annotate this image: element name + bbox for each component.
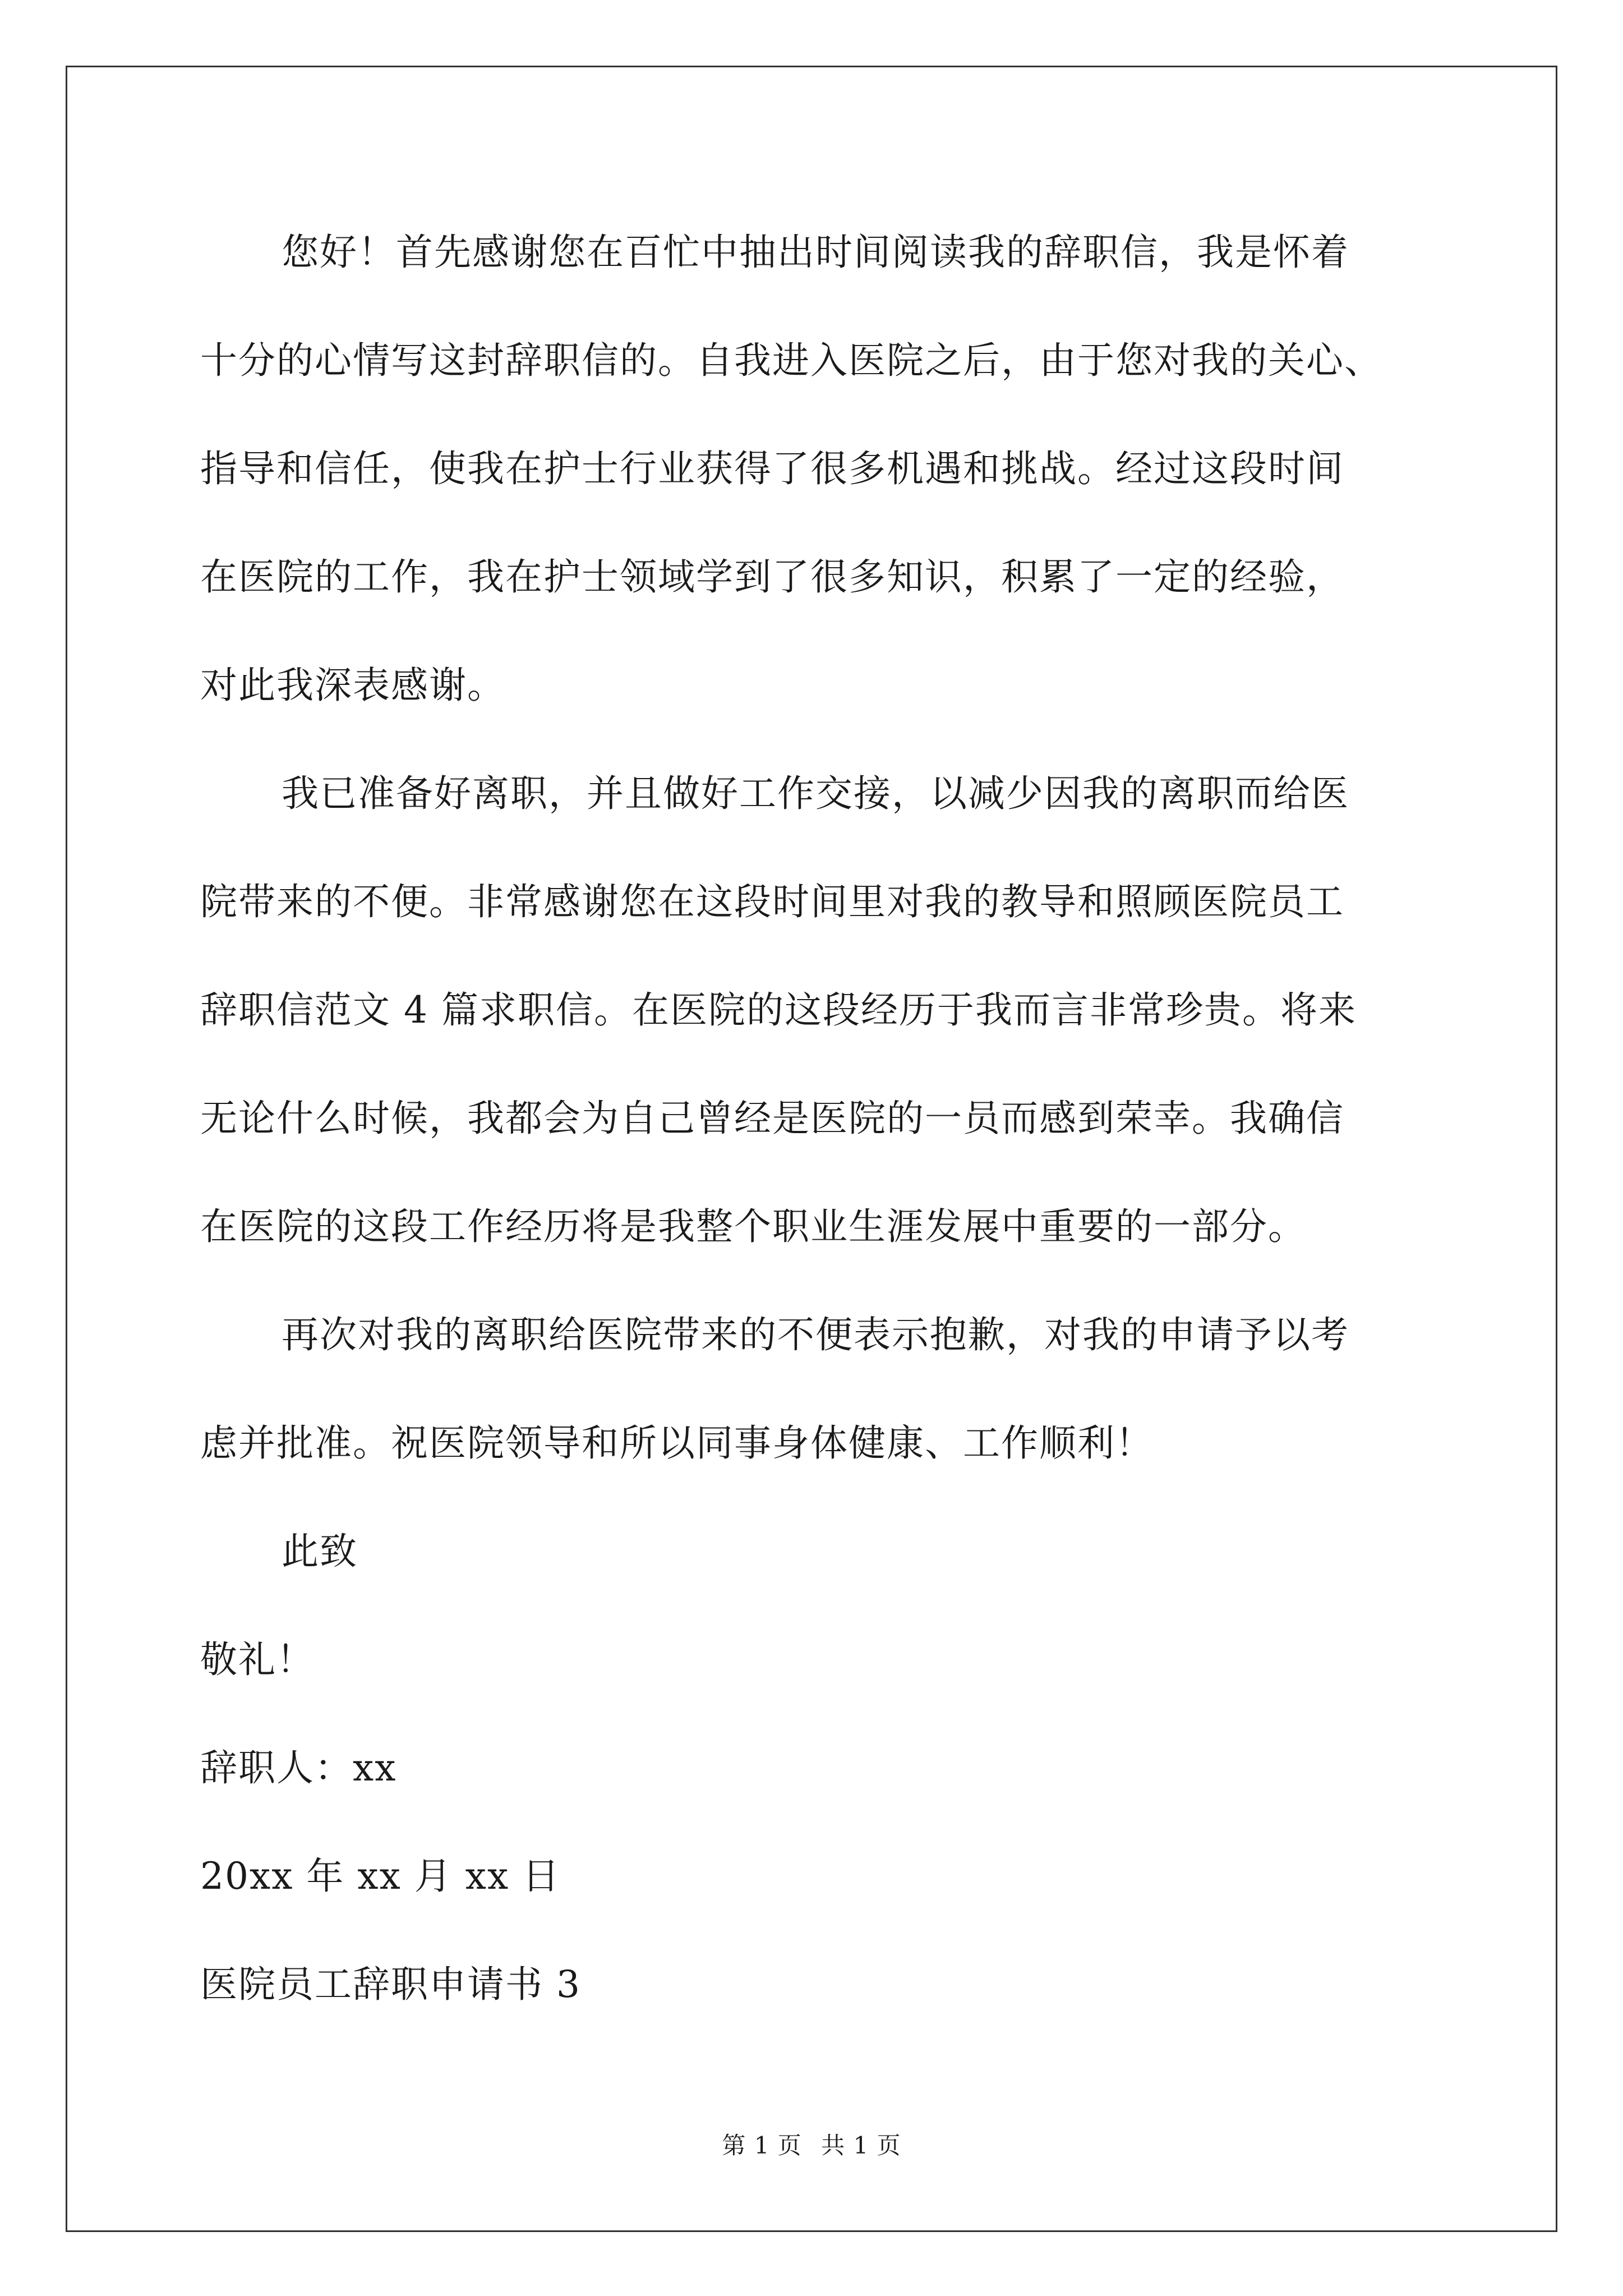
paragraph-2-line-4: 无论什么时候，我都会为自己曾经是医院的一员而感到荣幸。我确信 — [200, 1097, 1344, 1140]
next-section-title: 医院员工辞职申请书 3 — [200, 1963, 581, 2006]
paragraph-1-line-2: 十分的心情写这封辞职信的。自我进入医院之后，由于您对我的关心、 — [200, 339, 1382, 382]
paragraph-2-line-1: 我已准备好离职，并且做好工作交接，以减少因我的离职而给医 — [282, 772, 1349, 815]
signer-line: 辞职人：xx — [200, 1746, 397, 1789]
paragraph-3-line-1: 再次对我的离职给医院带来的不便表示抱歉，对我的申请予以考 — [282, 1313, 1349, 1356]
paragraph-1-line-3: 指导和信任，使我在护士行业获得了很多机遇和挑战。经过这段时间 — [200, 447, 1344, 490]
salutation-text: 敬礼！ — [200, 1638, 315, 1681]
page-number-current: 第 1 页 — [722, 2132, 802, 2159]
paragraph-3-line-2: 虑并批准。祝医院领导和所以同事身体健康、工作顺利！ — [200, 1421, 1154, 1465]
closing-text: 此致 — [282, 1530, 358, 1573]
paragraph-1-line-5: 对此我深表感谢。 — [200, 664, 505, 707]
page-border — [66, 66, 1557, 2232]
paragraph-1-line-4: 在医院的工作，我在护士领域学到了很多知识，积累了一定的经验， — [200, 555, 1344, 599]
page-footer — [0, 2132, 1623, 2160]
paragraph-1-line-1: 您好！首先感谢您在百忙中抽出时间阅读我的辞职信，我是怀着 — [282, 231, 1349, 274]
paragraph-2-line-2: 院带来的不便。非常感谢您在这段时间里对我的教导和照顾医院员工 — [200, 880, 1344, 923]
paragraph-2-line-3: 辞职信范文 4 篇求职信。在医院的这段经历于我而言非常珍贵。将来 — [200, 988, 1357, 1032]
paragraph-2-line-5: 在医院的这段工作经历将是我整个职业生涯发展中重要的一部分。 — [200, 1205, 1306, 1248]
page-number-total: 共 1 页 — [821, 2132, 901, 2159]
date-line: 20xx 年 xx 月 xx 日 — [200, 1855, 561, 1898]
